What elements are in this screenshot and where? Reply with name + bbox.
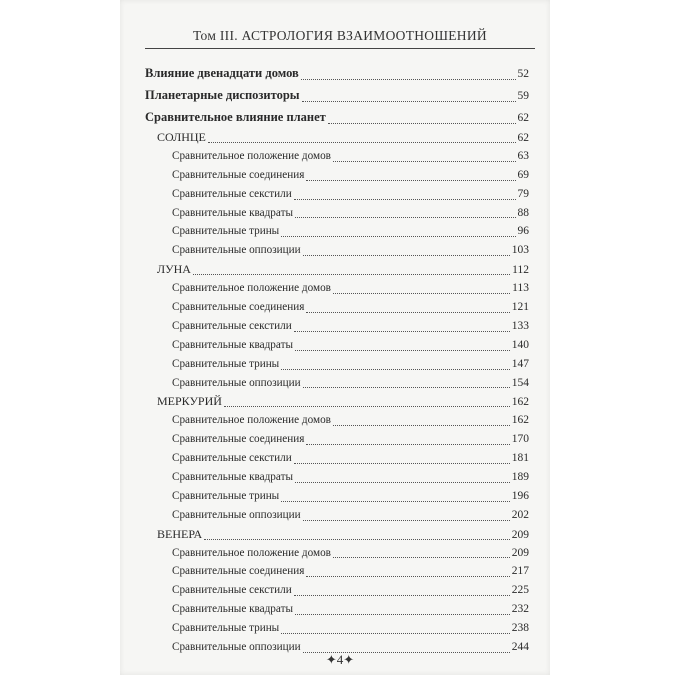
toc-entry [145,355,529,374]
toc-entry [145,128,529,147]
dot-leader [295,216,516,218]
toc-entry-title: Сравнительные секстили [172,452,292,465]
dot-leader [301,78,516,80]
toc-entry-title: Сравнительное положение домов [172,149,331,162]
dot-leader [333,556,510,558]
toc-entry-title: ВЕНЕРА [157,526,203,541]
toc-entry [145,106,529,128]
dot-leader [303,519,510,521]
toc-entry-page: 209 [511,546,529,559]
table-of-contents [145,62,529,657]
toc-entry-page: 217 [511,565,529,578]
toc-entry-title: Сравнительные оппозиции [172,376,301,389]
toc-entry-title: Сравнительные оппозиции [172,244,301,257]
toc-entry-page: 140 [511,338,529,351]
toc-entry-title: Сравнительные секстили [172,319,292,332]
page-number: ✦4✦ [325,652,355,667]
dot-leader [302,100,516,102]
toc-entry-page: 244 [511,641,529,654]
toc-entry-page: 103 [511,244,529,257]
toc-entry [145,166,529,185]
dot-leader [333,292,510,294]
dot-leader [294,330,510,332]
toc-entry-page: 96 [517,225,529,238]
toc-entry [145,185,529,204]
dot-leader [295,349,510,351]
toc-entry-title: Сравнительные квадраты [172,338,293,351]
header-rule [145,48,535,49]
toc-entry-title: Сравнительные трины [172,225,280,238]
dot-leader [294,462,510,464]
dot-leader [295,481,510,483]
toc-entry-page: 113 [512,282,529,295]
dot-leader [306,311,509,313]
dot-leader [306,443,509,445]
toc-entry-title: Сравнительные квадраты [172,603,293,616]
toc-entry [145,336,529,355]
toc-entry-title: Сравнительные соединения [172,301,305,314]
toc-entry-page: 225 [511,584,529,597]
toc-entry-page: 232 [511,603,529,616]
toc-entry [145,430,529,449]
dot-leader [333,160,516,162]
toc-entry [145,298,529,317]
toc-entry [145,487,529,506]
toc-entry-page: 52 [517,68,529,80]
dot-leader [193,273,510,275]
toc-entry-title: Планетарные диспозиторы [145,88,300,102]
toc-entry-title: Сравнительные оппозиции [172,508,301,521]
toc-entry-page: 181 [511,452,529,465]
toc-entry-title: Сравнительное положение домов [172,546,331,559]
dot-leader [294,594,510,596]
toc-entry [145,506,529,525]
toc-entry [145,147,529,166]
toc-entry [145,468,529,487]
toc-entry-page: 202 [511,508,529,521]
toc-entry-title: Сравнительные трины [172,357,280,370]
toc-entry [145,619,529,638]
toc-entry [145,204,529,223]
toc-entry-page: 62 [517,132,529,144]
toc-entry-page: 238 [511,622,529,635]
toc-entry-page: 170 [511,433,529,446]
toc-entry [145,392,529,411]
toc-entry-title: Сравнительные секстили [172,187,292,200]
toc-entry-title: Сравнительные соединения [172,565,305,578]
toc-entry-title: Сравнительные трины [172,489,280,502]
toc-entry-title: СОЛНЦЕ [157,130,206,144]
toc-entry [145,260,529,279]
dot-leader [208,141,516,143]
toc-entry-page: 69 [517,168,529,181]
dot-leader [281,500,510,502]
toc-entry-title: Сравнительное положение домов [172,414,331,427]
toc-entry-title: МЕРКУРИЙ [157,394,222,409]
dot-leader [204,538,510,540]
toc-entry-title: Сравнительные квадраты [172,206,293,219]
toc-entry [145,544,529,563]
toc-entry [145,600,529,619]
dot-leader [303,254,510,256]
toc-entry-page: 63 [517,149,529,162]
toc-entry-title: Сравнительные соединения [172,433,305,446]
toc-entry-page: 189 [511,471,529,484]
toc-entry-title: Сравнительные оппозиции [172,641,301,654]
toc-entry-page: 121 [511,301,529,314]
toc-entry-title: ЛУНА [157,262,191,277]
toc-entry [145,562,529,581]
toc-entry-page: 196 [511,489,529,502]
toc-entry-page: 62 [517,112,529,124]
dot-leader [281,235,515,237]
toc-entry [145,374,529,393]
dot-leader [281,632,510,634]
toc-entry [145,241,529,260]
toc-entry-title: Сравнительные секстили [172,584,292,597]
toc-entry [145,411,529,430]
toc-entry-title: Сравнительное положение домов [172,282,331,295]
toc-entry-page: 162 [511,414,529,427]
toc-entry [145,581,529,600]
toc-entry-title: Сравнительные квадраты [172,471,293,484]
dot-leader [328,122,516,124]
toc-entry [145,222,529,241]
toc-entry-page: 209 [511,528,529,541]
toc-entry-page: 133 [511,319,529,332]
toc-entry-page: 88 [517,206,529,219]
toc-entry [145,84,529,106]
toc-entry [145,279,529,298]
dot-leader [281,368,510,370]
toc-entry-page: 79 [517,187,529,200]
dot-leader [224,405,510,407]
toc-entry-title: Сравнительные соединения [172,168,305,181]
toc-entry-page: 59 [517,90,529,102]
toc-entry-page: 112 [512,264,529,277]
dot-leader [303,386,510,388]
toc-entry [145,449,529,468]
toc-entry-title: Влияние двенадцати домов [145,66,299,80]
dot-leader [294,198,516,200]
toc-entry-title: Сравнительное влияние планет [145,110,326,124]
toc-entry [145,525,529,544]
running-header: Том III. АСТРОЛОГИЯ ВЗАИМООТНОШЕНИЙ [193,28,487,43]
dot-leader [306,575,509,577]
toc-entry-page: 162 [511,396,529,409]
toc-entry-page: 147 [511,357,529,370]
toc-entry-title: Сравнительные трины [172,622,280,635]
toc-entry [145,62,529,84]
toc-entry-page: 154 [511,376,529,389]
toc-entry [145,317,529,336]
dot-leader [306,179,515,181]
dot-leader [295,613,510,615]
dot-leader [333,424,510,426]
